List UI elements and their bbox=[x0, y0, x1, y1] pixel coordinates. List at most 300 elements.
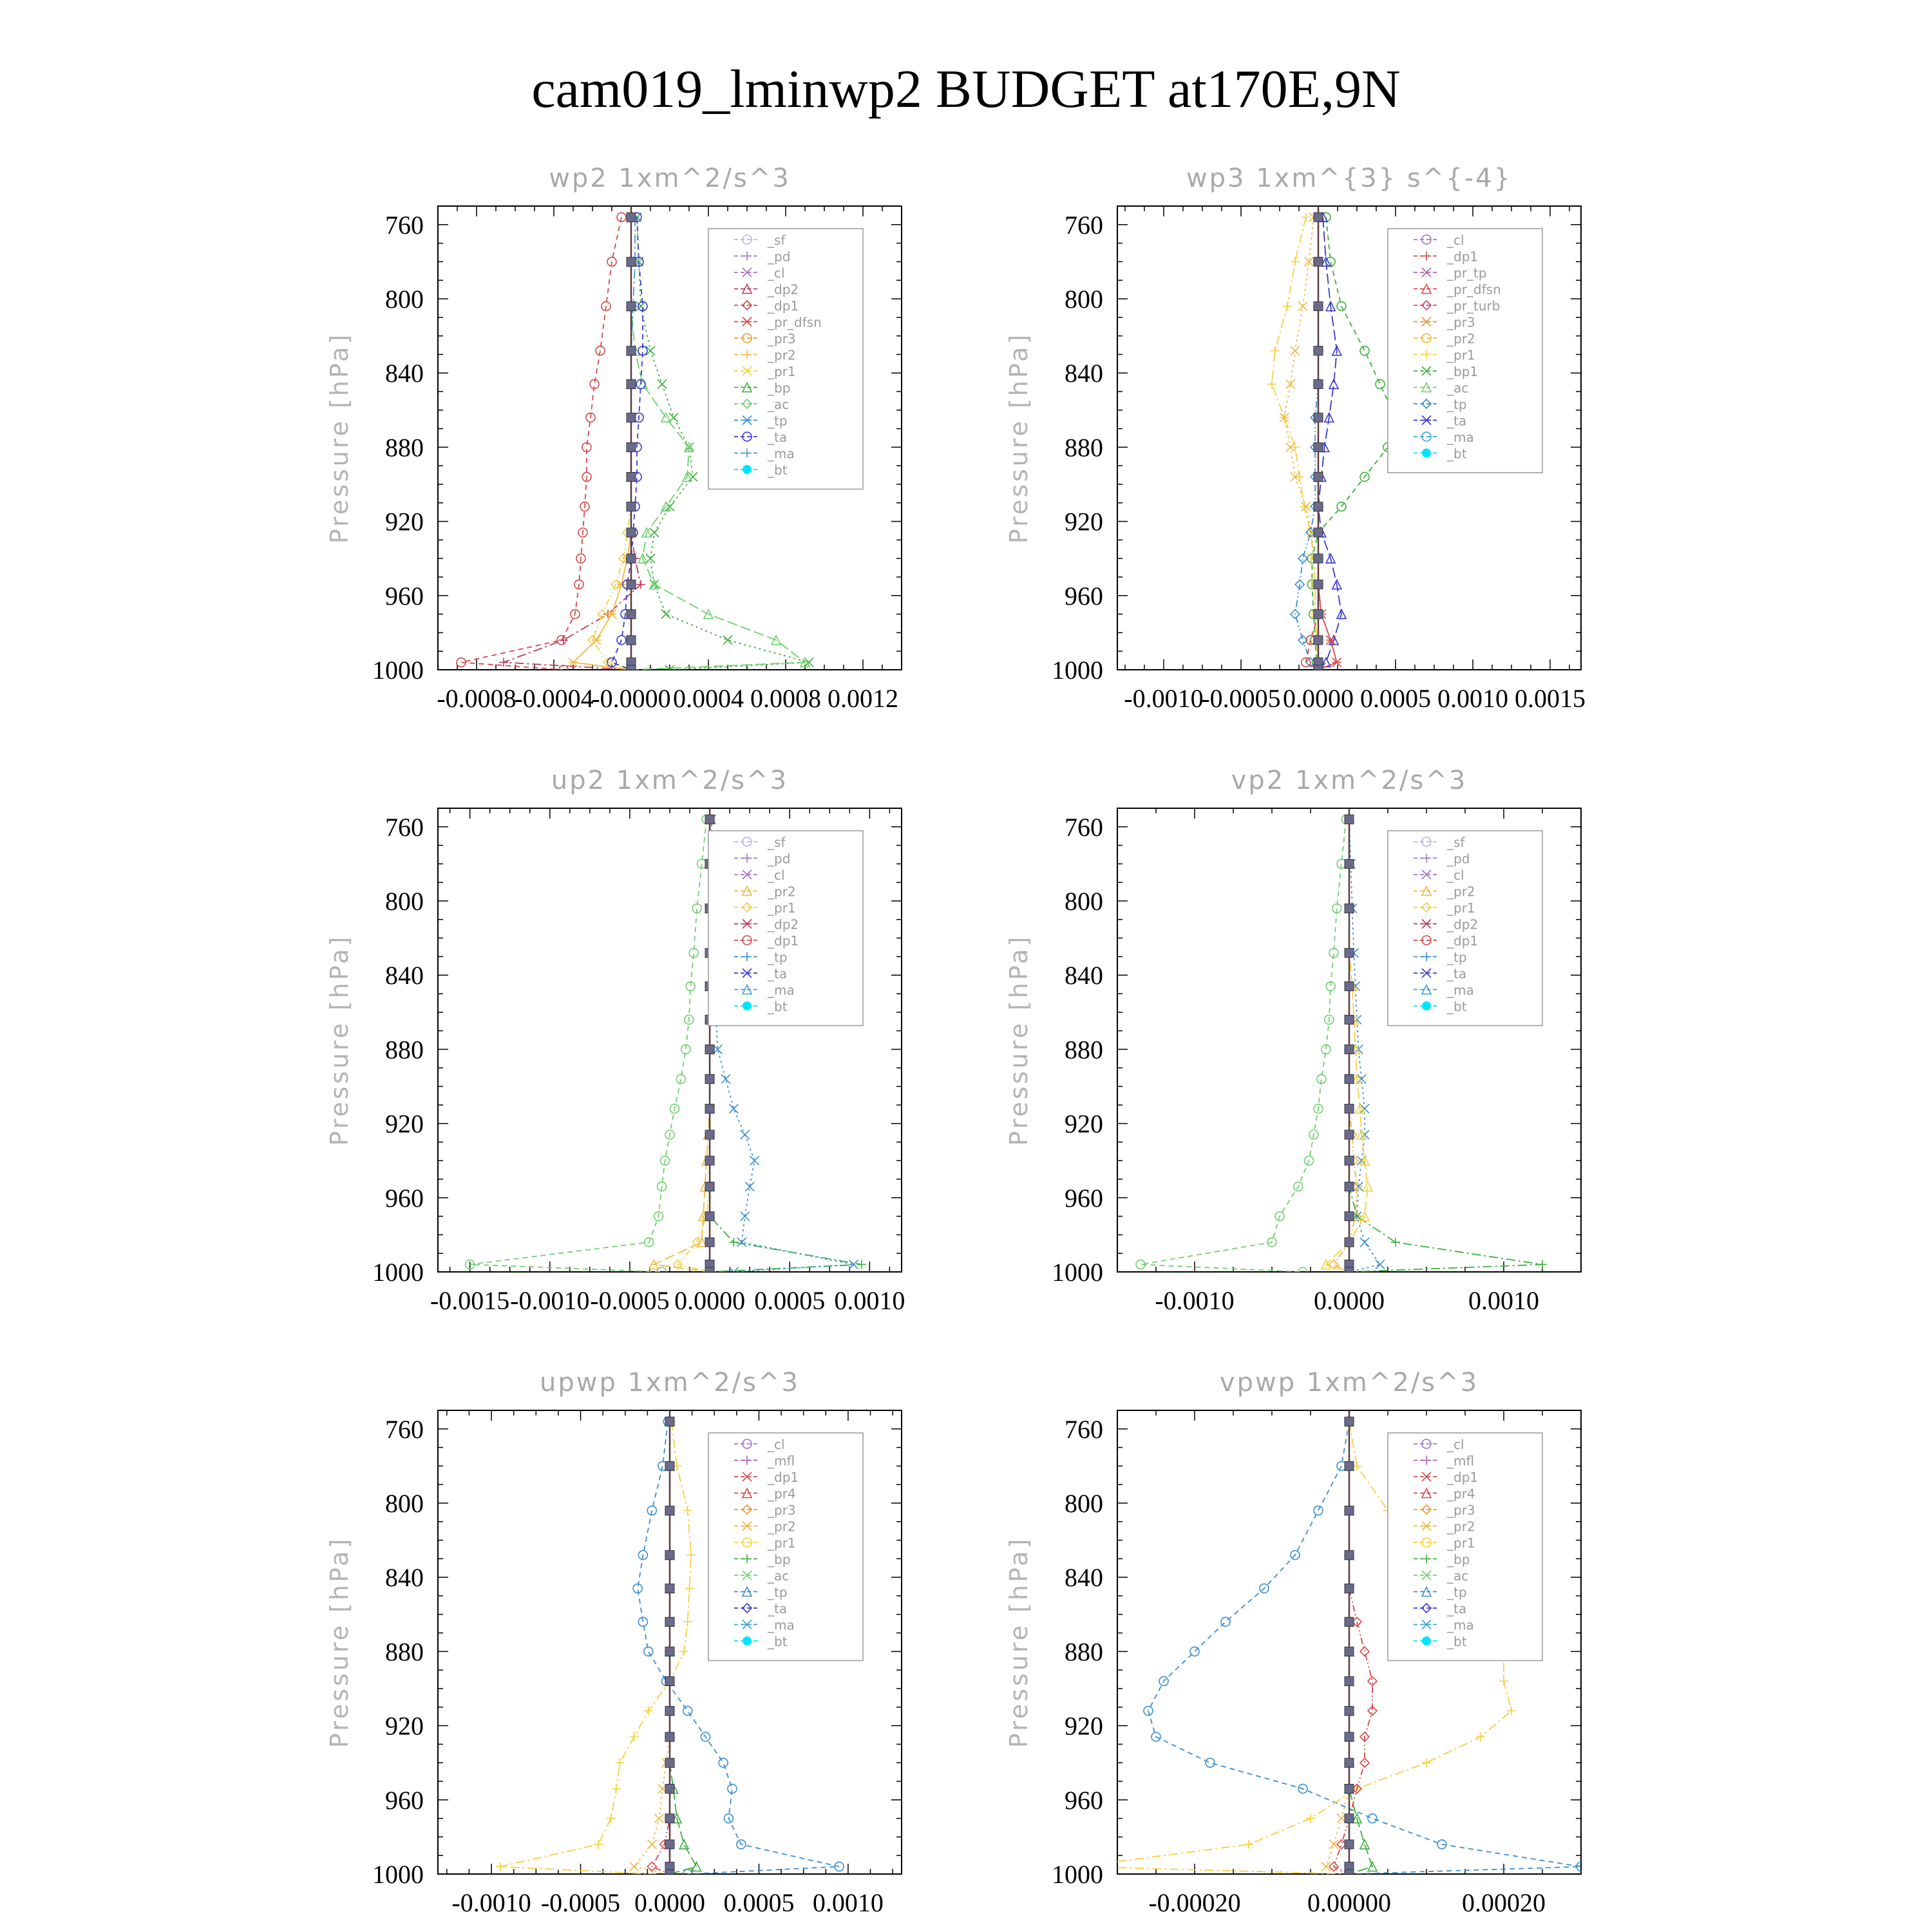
data-point-pr1 bbox=[1302, 213, 1311, 222]
data-point-pr1 bbox=[1244, 1840, 1253, 1849]
legend-label: _ta bbox=[1447, 1601, 1467, 1616]
legend-label: _bt bbox=[1447, 999, 1467, 1014]
legend-label: _pr1 bbox=[1447, 900, 1475, 916]
legend-label: _pd bbox=[768, 851, 791, 867]
zero-profile-marker bbox=[1345, 1551, 1354, 1560]
y-tick-label: 960 bbox=[385, 1183, 424, 1213]
panel-title: vpwp 1xm^2/s^3 bbox=[1219, 1368, 1479, 1397]
legend-label: _tp bbox=[768, 1584, 788, 1600]
zero-profile-marker bbox=[627, 528, 636, 537]
legend-label: _ac bbox=[1447, 1568, 1469, 1584]
data-point-pr1 bbox=[1267, 379, 1276, 388]
y-tick-label: 1000 bbox=[372, 1860, 424, 1889]
zero-profile-marker bbox=[1345, 1647, 1354, 1656]
data-point-tp bbox=[1360, 1104, 1369, 1113]
zero-profile-marker bbox=[1345, 1870, 1354, 1879]
y-axis-label: Pressure [hPa] bbox=[325, 332, 354, 544]
legend-label: _dp1 bbox=[1447, 1470, 1479, 1485]
data-point-pr1 bbox=[1300, 502, 1309, 511]
zero-profile-marker bbox=[1345, 1417, 1354, 1426]
x-tick-label: 0.0010 bbox=[834, 1286, 905, 1315]
zero-profile-marker bbox=[1314, 379, 1323, 388]
zero-profile-marker bbox=[1314, 302, 1323, 311]
legend-label: _pr1 bbox=[1447, 1535, 1475, 1551]
y-tick-label: 1000 bbox=[1052, 656, 1103, 685]
legend-label: _ma bbox=[1447, 1617, 1474, 1633]
legend-label: _cl bbox=[768, 1437, 785, 1452]
legend-label: _ma bbox=[768, 446, 795, 462]
zero-profile-marker bbox=[627, 554, 636, 563]
x-tick-label: 0.0010 bbox=[812, 1888, 884, 1917]
legend-label: _bt bbox=[1447, 446, 1467, 462]
x-tick-label: 0.0005 bbox=[1360, 684, 1431, 713]
legend-label: _bp bbox=[768, 380, 791, 396]
y-tick-label: 920 bbox=[385, 1711, 424, 1741]
x-tick-label: 0.0005 bbox=[723, 1888, 795, 1917]
y-tick-label: 920 bbox=[1065, 507, 1103, 536]
x-tick-label: -0.00020 bbox=[1148, 1888, 1241, 1917]
data-point-dp2 bbox=[559, 636, 568, 645]
legend-marker bbox=[743, 465, 752, 474]
data-point-tp bbox=[1221, 1617, 1230, 1626]
zero-profile-marker bbox=[1314, 580, 1323, 589]
data-point-dp1 bbox=[617, 213, 626, 222]
legend-label: _bp bbox=[768, 1551, 791, 1567]
legend-marker bbox=[1422, 449, 1431, 458]
series-line-pr2 bbox=[654, 819, 710, 1272]
zero-profile-marker bbox=[1314, 528, 1323, 537]
series-line-pr1 bbox=[592, 217, 631, 670]
y-tick-label: 800 bbox=[1065, 1489, 1103, 1518]
zero-profile-marker bbox=[665, 1758, 674, 1767]
data-point-tp bbox=[683, 1707, 692, 1716]
y-tick-label: 880 bbox=[385, 1637, 424, 1667]
legend-label: _tp bbox=[768, 413, 788, 429]
x-tick-label: 0.0015 bbox=[1515, 684, 1586, 713]
x-tick-label: -0.0004 bbox=[514, 684, 594, 713]
y-tick-label: 800 bbox=[1065, 285, 1103, 314]
series-group bbox=[1267, 206, 1400, 674]
data-point-pr2 bbox=[592, 636, 601, 645]
data-point-pr1 bbox=[1499, 1676, 1508, 1685]
x-tick-label: 0.0000 bbox=[634, 1888, 705, 1917]
y-tick-label: 920 bbox=[385, 1109, 424, 1139]
legend-label: _pr1 bbox=[768, 364, 796, 379]
zero-profile-marker bbox=[1345, 981, 1354, 990]
x-tick-label: 0.0000 bbox=[1314, 1286, 1385, 1315]
data-point-pr1 bbox=[685, 1584, 694, 1593]
data-point-pr1 bbox=[687, 1551, 696, 1560]
series-line-dp2 bbox=[504, 217, 641, 670]
legend bbox=[708, 831, 863, 1026]
zero-profile-marker bbox=[1345, 1840, 1354, 1849]
data-point-pr1 bbox=[607, 1814, 616, 1823]
data-point-pr_dfsn bbox=[1332, 658, 1341, 667]
legend-label: _pd bbox=[1447, 851, 1470, 867]
data-point-bp bbox=[729, 1238, 738, 1247]
zero-profile-marker bbox=[627, 610, 636, 619]
legend-label: _ma bbox=[768, 1617, 795, 1633]
legend bbox=[1388, 831, 1542, 1026]
panel-4 bbox=[1005, 766, 1581, 1315]
zero-profile-marker bbox=[627, 302, 636, 311]
y-tick-label: 920 bbox=[385, 507, 424, 536]
legend-label: _pr_dfsn bbox=[768, 314, 822, 330]
zero-profile-marker bbox=[1345, 949, 1354, 958]
zero-profile-marker bbox=[1345, 1814, 1354, 1823]
legend-label: _pr1 bbox=[768, 1535, 796, 1551]
legend-label: _ta bbox=[768, 966, 788, 981]
legend-label: _dp2 bbox=[768, 916, 799, 933]
zero-profile-marker bbox=[627, 502, 636, 511]
data-point-pr2 bbox=[647, 1840, 656, 1849]
legend-label: _pr4 bbox=[1447, 1486, 1475, 1502]
data-point-pr2 bbox=[654, 1814, 663, 1823]
zero-profile-marker bbox=[705, 1267, 714, 1276]
y-tick-label: 960 bbox=[1065, 581, 1103, 611]
y-tick-label: 960 bbox=[1065, 1785, 1103, 1815]
panel-title: upwp 1xm^2/s^3 bbox=[540, 1368, 800, 1397]
zero-profile-marker bbox=[665, 1840, 674, 1849]
legend bbox=[1388, 1433, 1542, 1661]
legend-label: _sf bbox=[768, 232, 786, 248]
zero-profile-marker bbox=[1345, 1617, 1354, 1626]
zero-profile-marker bbox=[1345, 1707, 1354, 1716]
legend-label: _pr4 bbox=[768, 1486, 796, 1502]
data-point-pr1 bbox=[1295, 472, 1304, 481]
data-point-bp bbox=[1538, 1260, 1547, 1269]
data-point-pr1 bbox=[1476, 1732, 1485, 1741]
zero-profile-marker bbox=[1345, 1267, 1354, 1276]
panel-title: wp3 1xm^{3} s^{-4} bbox=[1186, 164, 1513, 193]
data-point-bp bbox=[692, 1862, 701, 1871]
legend-label: _tp bbox=[1447, 397, 1467, 412]
panel-2 bbox=[1005, 164, 1586, 713]
panel-1 bbox=[325, 164, 902, 713]
zero-profile-marker bbox=[627, 636, 636, 645]
y-axis-label: Pressure [hPa] bbox=[325, 934, 354, 1146]
legend-label: _dp1 bbox=[1447, 933, 1479, 949]
zero-profile-marker bbox=[1345, 1758, 1354, 1767]
x-tick-label: -0.0010 bbox=[1124, 684, 1204, 713]
zero-profile-marker bbox=[1314, 472, 1323, 481]
zero-profile-marker bbox=[705, 1074, 714, 1083]
legend-label: _ta bbox=[1447, 966, 1467, 981]
zero-profile-marker bbox=[1345, 1584, 1354, 1593]
zero-profile-marker bbox=[705, 1104, 714, 1113]
series-line-pr2 bbox=[573, 217, 631, 670]
series-line-ac bbox=[1141, 819, 1346, 1272]
zero-profile-marker bbox=[1314, 213, 1323, 222]
x-tick-label: 0.0010 bbox=[1437, 684, 1508, 713]
zero-profile-marker bbox=[1345, 1045, 1354, 1054]
legend-label: _pr_turb bbox=[1447, 298, 1501, 314]
data-point-bp bbox=[679, 1840, 688, 1849]
data-point-tp bbox=[719, 1758, 728, 1767]
data-point-bp bbox=[1360, 1840, 1369, 1849]
y-tick-label: 840 bbox=[1065, 1563, 1103, 1593]
x-tick-label: -0.0005 bbox=[590, 1286, 670, 1315]
legend-label: _mfl bbox=[1447, 1453, 1475, 1469]
zero-profile-marker bbox=[705, 1130, 714, 1139]
zero-profile-marker bbox=[1345, 859, 1354, 868]
data-point-bp bbox=[661, 610, 670, 619]
x-tick-label: -0.0000 bbox=[591, 684, 671, 713]
x-tick-label: 0.0005 bbox=[754, 1286, 826, 1315]
y-tick-label: 760 bbox=[1065, 812, 1103, 842]
data-point-pr1 bbox=[630, 1732, 639, 1741]
zero-profile-marker bbox=[1314, 610, 1323, 619]
data-point-pr1 bbox=[615, 1758, 624, 1767]
x-tick-label: -0.0015 bbox=[430, 1286, 510, 1315]
legend-label: _cl bbox=[1447, 1437, 1464, 1452]
data-point-pr1 bbox=[496, 1862, 505, 1871]
legend-label: _pr3 bbox=[1447, 314, 1475, 330]
legend-label: _ma bbox=[1447, 430, 1474, 445]
zero-profile-marker bbox=[627, 580, 636, 589]
data-point-pr1 bbox=[644, 1707, 653, 1716]
data-point-bp bbox=[723, 636, 732, 645]
legend-label: _dp1 bbox=[768, 933, 799, 949]
data-point-pr_dfsn bbox=[1326, 636, 1335, 645]
data-point-tp bbox=[737, 1238, 746, 1247]
zero-profile-marker bbox=[1345, 1785, 1354, 1794]
panel-title: vp2 1xm^2/s^3 bbox=[1231, 766, 1468, 795]
data-point-pr1 bbox=[1291, 442, 1300, 451]
legend-label: _tp bbox=[1447, 1584, 1467, 1600]
y-tick-label: 800 bbox=[385, 887, 424, 916]
y-tick-label: 960 bbox=[1065, 1183, 1103, 1213]
legend-label: _ta bbox=[1447, 413, 1467, 429]
data-point-ac bbox=[676, 1074, 685, 1083]
zero-profile-marker bbox=[1314, 665, 1323, 674]
legend-label: _pr2 bbox=[768, 1519, 796, 1535]
zero-profile-marker bbox=[1345, 1506, 1354, 1515]
legend-marker bbox=[743, 1636, 752, 1645]
y-tick-label: 800 bbox=[385, 285, 424, 314]
legend-label: _ta bbox=[768, 1601, 788, 1616]
x-tick-label: -0.0005 bbox=[540, 1888, 621, 1917]
zero-profile-marker bbox=[1314, 413, 1323, 422]
data-point-pr4 bbox=[1360, 1758, 1369, 1767]
legend-label: _cl bbox=[1447, 232, 1464, 248]
zero-profile-marker bbox=[665, 1417, 674, 1426]
zero-profile-marker bbox=[665, 1785, 674, 1794]
y-tick-label: 880 bbox=[1065, 1035, 1103, 1065]
zero-profile-marker bbox=[705, 1212, 714, 1221]
legend-label: _pr_dfsn bbox=[1447, 281, 1501, 298]
panel-5 bbox=[325, 1368, 902, 1917]
y-tick-label: 840 bbox=[385, 1563, 424, 1593]
legend-label: _dp2 bbox=[1447, 916, 1479, 933]
zero-profile-marker bbox=[665, 1676, 674, 1685]
legend-label: _ac bbox=[1447, 380, 1469, 396]
y-axis-label: Pressure [hPa] bbox=[1005, 934, 1033, 1146]
zero-profile-marker bbox=[1345, 1212, 1354, 1221]
y-tick-label: 920 bbox=[1065, 1109, 1103, 1139]
legend-label: _dp2 bbox=[768, 281, 799, 298]
zero-profile-marker bbox=[627, 346, 636, 355]
y-axis-label: Pressure [hPa] bbox=[1005, 1536, 1033, 1748]
y-tick-label: 880 bbox=[1065, 1637, 1103, 1667]
y-axis-label: Pressure [hPa] bbox=[1005, 332, 1033, 544]
data-point-pr2 bbox=[630, 1862, 639, 1871]
zero-profile-marker bbox=[665, 1461, 674, 1470]
legend-label: _pr1 bbox=[1447, 347, 1475, 363]
zero-profile-marker bbox=[1314, 554, 1323, 563]
zero-profile-marker bbox=[705, 1238, 714, 1247]
y-tick-label: 840 bbox=[385, 961, 424, 990]
zero-profile-marker bbox=[1345, 1156, 1354, 1165]
zero-profile-marker bbox=[1345, 815, 1354, 824]
legend-label: _pr_tp bbox=[1447, 265, 1487, 281]
legend-label: _bt bbox=[768, 1634, 788, 1649]
legend-label: _bt bbox=[768, 462, 788, 478]
y-tick-label: 960 bbox=[385, 581, 424, 611]
zero-profile-marker bbox=[627, 442, 636, 451]
x-tick-label: -0.0010 bbox=[451, 1888, 531, 1917]
data-point-tp bbox=[1206, 1758, 1215, 1767]
y-tick-label: 840 bbox=[385, 359, 424, 388]
legend-marker bbox=[1422, 1636, 1431, 1645]
zero-profile-marker bbox=[665, 1506, 674, 1515]
y-tick-label: 760 bbox=[1065, 1414, 1103, 1444]
legend-label: _pr2 bbox=[768, 884, 796, 900]
zero-profile-marker bbox=[705, 1182, 714, 1191]
zero-profile-marker bbox=[1345, 1015, 1354, 1024]
data-point-pr1 bbox=[1306, 1814, 1315, 1823]
legend-marker bbox=[1422, 1001, 1431, 1010]
zero-profile-marker bbox=[627, 213, 636, 222]
zero-profile-marker bbox=[1345, 1732, 1354, 1741]
zero-profile-marker bbox=[1314, 636, 1323, 645]
legend-label: _bt bbox=[1447, 1634, 1467, 1649]
legend-label: _dp1 bbox=[768, 1470, 799, 1485]
panel-3 bbox=[325, 766, 905, 1315]
y-tick-label: 840 bbox=[1065, 359, 1103, 388]
data-point-bp bbox=[658, 379, 667, 388]
data-point-pr1 bbox=[612, 1785, 621, 1794]
data-point-pr1 bbox=[679, 1647, 688, 1656]
x-tick-label: -0.0010 bbox=[1155, 1286, 1235, 1315]
legend-label: _ma bbox=[768, 982, 795, 998]
legend-label: _pr2 bbox=[768, 347, 796, 363]
legend bbox=[708, 229, 863, 489]
legend-label: _sf bbox=[768, 835, 786, 850]
zero-profile-marker bbox=[1345, 1238, 1354, 1247]
legend-label: _cl bbox=[768, 867, 785, 883]
data-point-bp1 bbox=[1360, 346, 1369, 355]
zero-profile-marker bbox=[665, 1732, 674, 1741]
data-point-pr1 bbox=[1422, 1758, 1431, 1767]
panel-title: up2 1xm^2/s^3 bbox=[551, 766, 789, 795]
data-point-tp bbox=[1314, 1506, 1323, 1515]
legend-label: _ac bbox=[768, 1568, 790, 1584]
zero-profile-marker bbox=[1345, 1461, 1354, 1470]
zero-profile-marker bbox=[665, 1617, 674, 1626]
y-tick-label: 880 bbox=[385, 1035, 424, 1065]
data-point-tp bbox=[1190, 1647, 1199, 1656]
legend-label: _pr2 bbox=[1447, 884, 1475, 900]
x-tick-label: 0.00000 bbox=[1307, 1888, 1391, 1917]
legend-label: _ma bbox=[1447, 982, 1474, 998]
x-tick-label: -0.0010 bbox=[510, 1286, 590, 1315]
legend bbox=[1388, 229, 1542, 473]
legend-label: _bt bbox=[768, 999, 788, 1014]
data-point-bp bbox=[857, 1260, 866, 1269]
data-point-ac bbox=[638, 379, 647, 388]
zero-profile-marker bbox=[1345, 904, 1354, 913]
legend-label: _dp1 bbox=[768, 298, 799, 314]
y-tick-label: 1000 bbox=[1052, 1258, 1103, 1287]
zero-profile-marker bbox=[705, 1156, 714, 1165]
data-point-tp bbox=[1360, 1238, 1369, 1247]
legend-label: _tp bbox=[1447, 949, 1467, 965]
data-point-tp bbox=[1376, 1260, 1385, 1269]
legend-label: _pr3 bbox=[768, 331, 796, 346]
zero-profile-marker bbox=[1314, 257, 1323, 266]
series-line-ac bbox=[470, 819, 706, 1272]
y-tick-label: 1000 bbox=[372, 656, 424, 685]
figure-title: cam019_lminwp2 BUDGET at170E,9N bbox=[531, 59, 1401, 119]
panel-6 bbox=[1005, 1368, 1586, 1917]
x-tick-label: -0.0008 bbox=[437, 684, 516, 713]
data-point-tp bbox=[1368, 1814, 1377, 1823]
legend-label: _pr1 bbox=[768, 900, 796, 916]
x-tick-label: -0.0005 bbox=[1201, 684, 1281, 713]
legend-marker bbox=[743, 1001, 752, 1010]
data-point-pr4 bbox=[1368, 1676, 1377, 1685]
zero-profile-marker bbox=[665, 1647, 674, 1656]
legend-label: _ac bbox=[768, 397, 790, 412]
series-line-dp1 bbox=[461, 217, 621, 670]
y-tick-label: 760 bbox=[1065, 210, 1103, 240]
legend bbox=[708, 1433, 863, 1661]
zero-profile-marker bbox=[705, 1045, 714, 1054]
data-point-pr1 bbox=[1291, 257, 1300, 266]
data-point-pr1 bbox=[683, 1617, 692, 1626]
legend-label: _cl bbox=[768, 265, 785, 281]
data-point-bp bbox=[1391, 1238, 1400, 1247]
zero-profile-marker bbox=[627, 472, 636, 481]
y-tick-label: 800 bbox=[385, 1489, 424, 1518]
legend-label: _bp bbox=[1447, 1551, 1470, 1567]
legend-label: _dp1 bbox=[1447, 249, 1479, 265]
zero-profile-marker bbox=[705, 815, 714, 824]
legend-label: _pr2 bbox=[1447, 331, 1475, 346]
zero-profile-marker bbox=[1314, 346, 1323, 355]
zero-profile-marker bbox=[1345, 1676, 1354, 1685]
zero-profile-marker bbox=[627, 413, 636, 422]
y-tick-label: 880 bbox=[1065, 433, 1103, 462]
zero-profile-marker bbox=[627, 665, 636, 674]
data-point-pr1 bbox=[1283, 302, 1292, 311]
x-tick-label: 0.0004 bbox=[673, 684, 744, 713]
y-tick-label: 840 bbox=[1065, 961, 1103, 990]
zero-profile-marker bbox=[665, 1584, 674, 1593]
y-tick-label: 920 bbox=[1065, 1711, 1103, 1741]
data-point-tp bbox=[1298, 554, 1307, 563]
y-tick-label: 760 bbox=[385, 210, 424, 240]
data-point-pr1 bbox=[1271, 346, 1280, 355]
zero-profile-marker bbox=[1345, 1074, 1354, 1083]
data-point-tp bbox=[644, 1647, 653, 1656]
legend-label: _cl bbox=[1447, 867, 1464, 883]
zero-profile-marker bbox=[627, 379, 636, 388]
zero-profile-marker bbox=[1314, 442, 1323, 451]
y-tick-label: 880 bbox=[385, 433, 424, 462]
zero-profile-marker bbox=[627, 257, 636, 266]
